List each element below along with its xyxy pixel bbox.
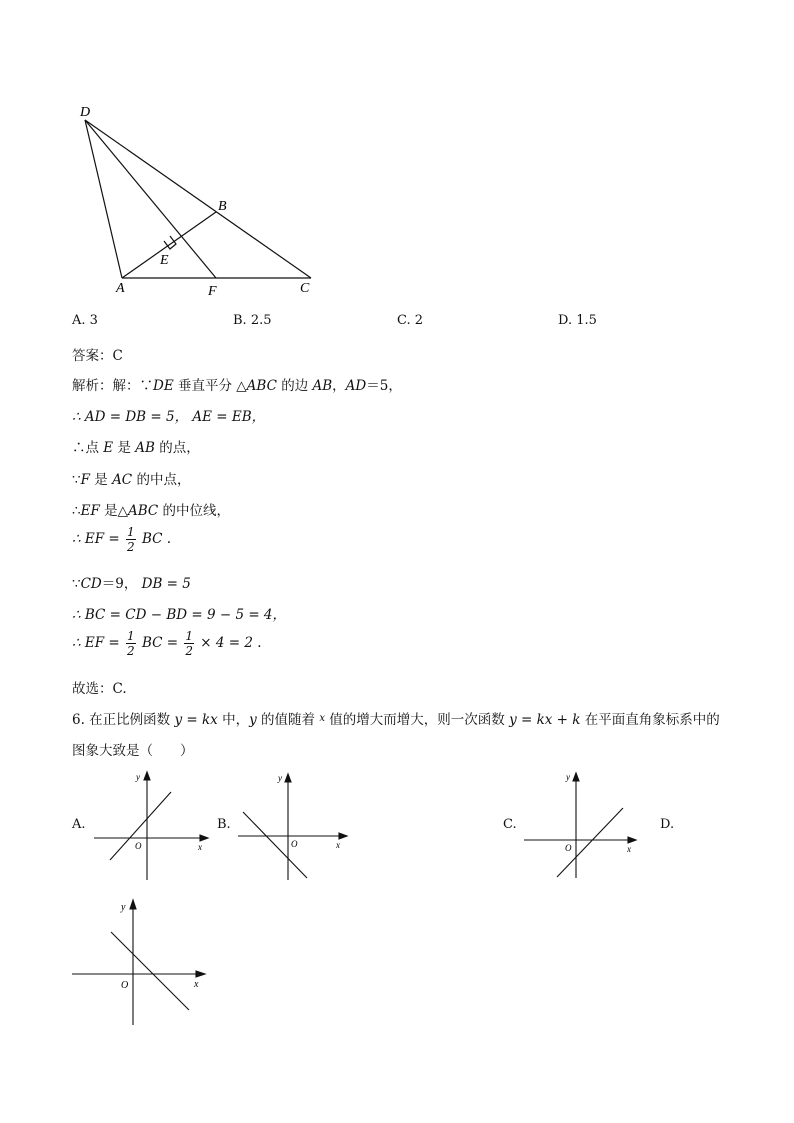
- graph-b: [234, 770, 354, 885]
- label-a: A: [116, 281, 125, 296]
- text: 的中位线，: [158, 503, 231, 519]
- frac-num: 1: [127, 525, 135, 539]
- axis-y-label: y: [566, 772, 570, 782]
- origin-label: O: [565, 843, 572, 853]
- text: ，: [332, 378, 346, 394]
- text: ∴ EF =: [72, 531, 120, 547]
- axis-y-label: y: [278, 773, 282, 783]
- x-arrow-icon: [628, 837, 636, 843]
- math: DE: [153, 378, 174, 394]
- q5-option-c: C. 2: [397, 313, 424, 328]
- y-arrow-icon: [573, 773, 579, 781]
- solution-line-7: [72, 572, 191, 592]
- math: F: [80, 472, 90, 488]
- label-e: E: [160, 253, 169, 268]
- label-b: B: [218, 199, 227, 214]
- text: 值的增大而增大，则一次函数: [324, 712, 510, 728]
- axis-x-label: x: [194, 979, 199, 990]
- text: ∵: [72, 472, 81, 488]
- math: ABC: [128, 503, 159, 519]
- solution-line-8: ∴ BC = CD − BD = 9 − 5 = 4，: [72, 607, 287, 623]
- graph-a: [90, 770, 210, 885]
- text: 是: [89, 472, 113, 488]
- text: 垂直平分 △: [173, 378, 247, 394]
- text: 的点，: [154, 440, 200, 456]
- segment-da: [85, 120, 122, 278]
- x-arrow-icon: [196, 971, 205, 977]
- segment-dc: [85, 120, 311, 278]
- math: DB = 5: [141, 576, 191, 592]
- text: 的值随着: [256, 712, 320, 728]
- math: y = kx + k: [509, 712, 581, 728]
- text: 的边: [276, 378, 313, 394]
- solution-line-1: [72, 374, 402, 394]
- math: AB: [135, 440, 155, 456]
- text: ∴ EF =: [72, 635, 120, 651]
- text: ＝5，: [366, 378, 402, 394]
- text: BC =: [141, 635, 179, 651]
- text: 在平面直角象标系中的: [580, 712, 720, 728]
- triangle-figure: [60, 95, 340, 305]
- axis-y-label: y: [121, 902, 126, 913]
- graph-d: [68, 895, 213, 1030]
- math: x: [319, 713, 325, 724]
- solution-line-4: [72, 468, 190, 488]
- text: BC .: [141, 531, 172, 547]
- solution-line-9: [72, 630, 262, 657]
- axis-y-label: y: [136, 772, 140, 782]
- solution-line-3: [72, 436, 200, 456]
- q5-answer: 答案：C: [72, 348, 123, 364]
- math: CD: [80, 576, 102, 592]
- text: ∴: [72, 503, 81, 519]
- origin-label: O: [135, 841, 142, 851]
- function-line: [111, 932, 189, 1010]
- solution-line-2: ∴ AD = DB = 5， AE = EB，: [72, 409, 266, 425]
- frac-den: 2: [127, 540, 135, 554]
- fraction: [126, 630, 136, 657]
- y-arrow-icon: [285, 774, 291, 782]
- text: 是△: [99, 503, 129, 519]
- text: ∵: [72, 576, 81, 592]
- axis-x-label: x: [198, 842, 202, 852]
- origin-label: O: [291, 839, 298, 849]
- math: AB: [312, 378, 333, 394]
- label-d: D: [80, 105, 91, 120]
- frac-den: 2: [127, 644, 135, 658]
- axis-x-label: x: [627, 844, 631, 854]
- math: AD: [345, 378, 367, 394]
- q5-option-a: A. 3: [72, 313, 98, 328]
- q6-stem-line-1: [72, 708, 720, 728]
- q6-option-b-label: B.: [217, 817, 231, 832]
- y-arrow-icon: [144, 772, 150, 780]
- solution-line-6: [72, 526, 171, 553]
- solution-conclusion: 故选：C.: [72, 681, 127, 697]
- text: ＝9，: [101, 576, 142, 592]
- frac-num: 1: [127, 629, 135, 643]
- math: ABC: [246, 378, 277, 394]
- graph-c: [520, 768, 645, 883]
- label-c: C: [300, 281, 310, 296]
- fraction: [184, 630, 194, 657]
- axis-x-label: x: [336, 840, 340, 850]
- origin-label: O: [121, 980, 129, 991]
- frac-num: 1: [185, 629, 193, 643]
- math: y: [249, 712, 257, 728]
- segment-df: [85, 120, 216, 278]
- text: 是: [113, 440, 136, 456]
- q6-option-a-label: A.: [72, 817, 86, 832]
- text: ∴点: [72, 440, 104, 456]
- q5-option-b: B. 2.5: [233, 313, 272, 328]
- math: y = kx: [174, 712, 218, 728]
- fraction: [126, 526, 136, 553]
- q6-option-c-label: C.: [503, 817, 517, 832]
- math: EF: [80, 503, 100, 519]
- text: 6. 在正比例函数: [72, 712, 175, 728]
- y-arrow-icon: [130, 900, 136, 909]
- text: 解析：解：∵: [72, 378, 153, 394]
- x-arrow-icon: [200, 835, 208, 841]
- solution-line-5: [72, 499, 230, 519]
- math: AC: [112, 472, 133, 488]
- label-f: F: [208, 284, 217, 299]
- q5-option-d: D. 1.5: [558, 313, 597, 328]
- text: 的中点，: [132, 472, 191, 488]
- text: × 4 = 2 .: [200, 635, 262, 651]
- x-arrow-icon: [339, 833, 347, 839]
- text: 中，: [217, 712, 250, 728]
- q6-option-d-label: D.: [660, 817, 675, 832]
- math: E: [103, 440, 114, 456]
- q6-stem-line-2: 图象大致是（ ）: [72, 743, 194, 759]
- frac-den: 2: [185, 644, 193, 658]
